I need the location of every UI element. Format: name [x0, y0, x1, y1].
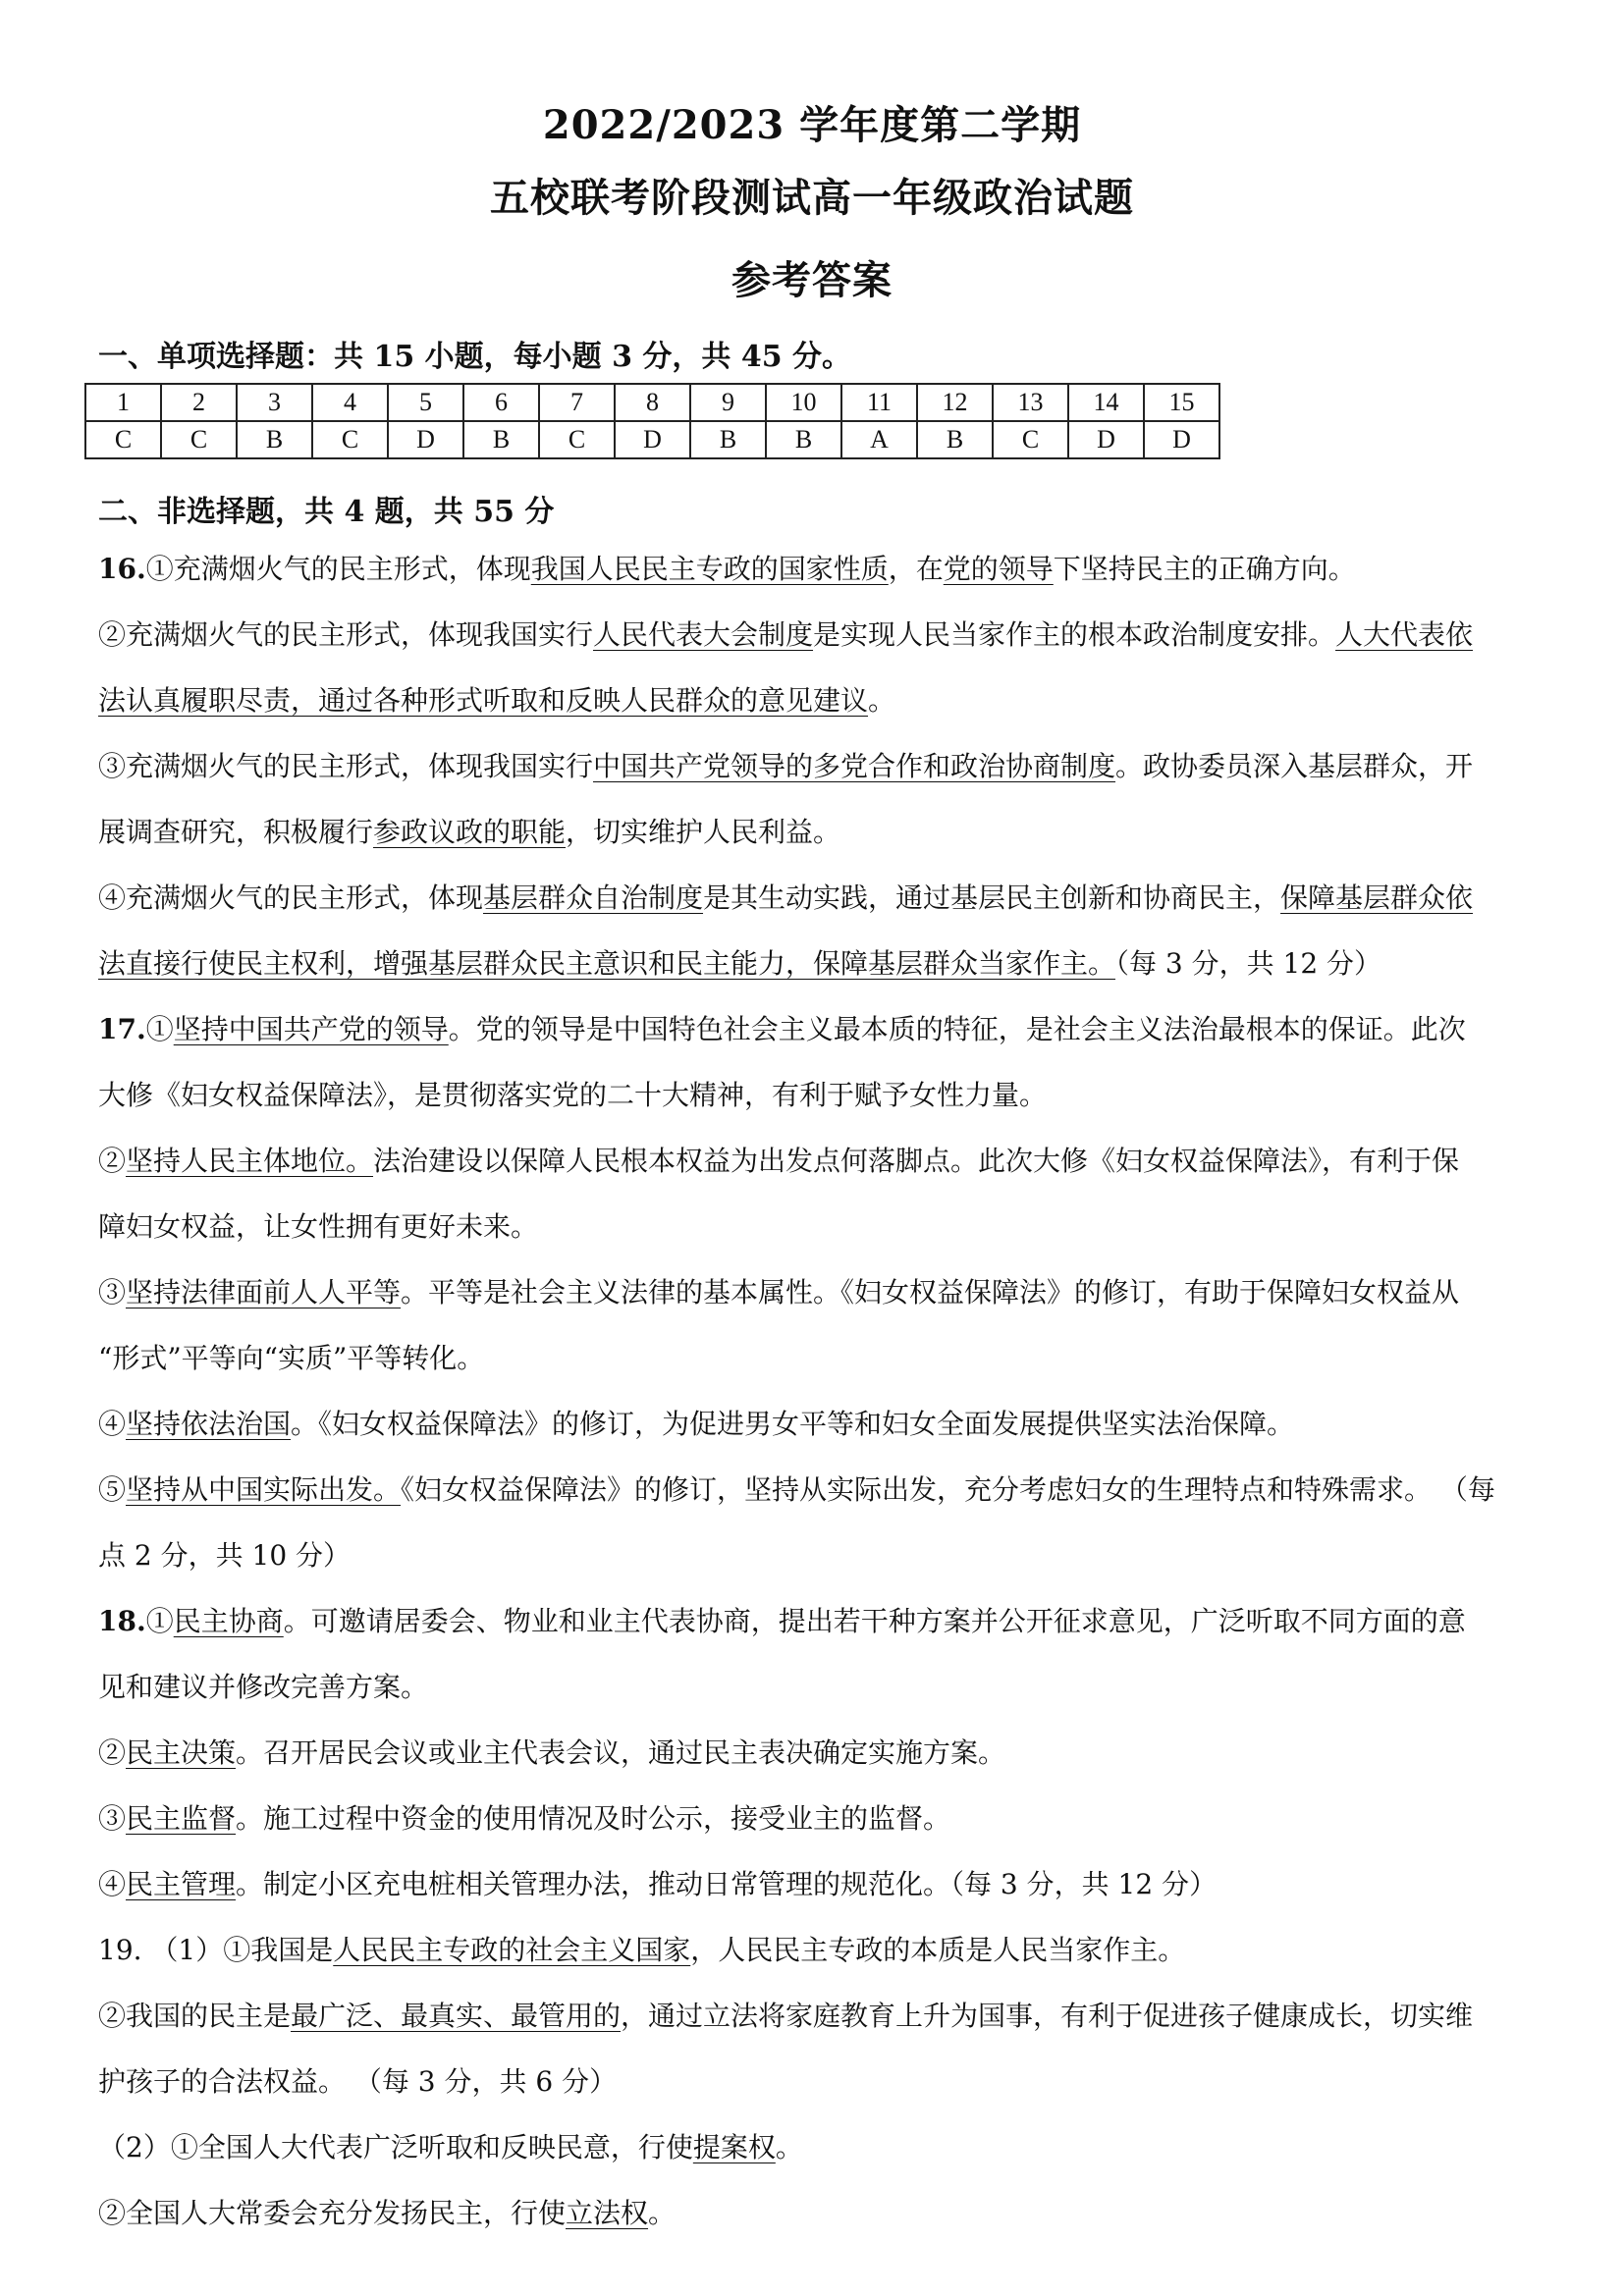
answer-cell: B [237, 421, 312, 458]
key-point-text: 人民民主专政的社会主义国家 [333, 1934, 691, 1966]
answer-line [98, 1668, 1542, 1707]
answer-line [98, 1734, 1542, 1773]
answer-text: ① [145, 1605, 174, 1637]
answer-line [98, 1931, 1542, 1970]
section2-heading: 二、非选择题，共 4 题，共 55 分 [98, 495, 555, 529]
question-number-cell: 9 [690, 384, 766, 421]
question-number: 17. [98, 1013, 146, 1045]
question-number-cell: 3 [237, 384, 312, 421]
answer-text: ②我国的民主是 [98, 2000, 292, 2032]
answer-cell: B [766, 421, 841, 458]
answer-line [98, 944, 1542, 984]
key-point-text: 法认真履职尽责，通过各种形式听取和反映人民群众的意见建议 [98, 684, 869, 717]
answer-line [98, 1997, 1542, 2036]
key-point-text: 民主管理 [126, 1868, 237, 1900]
answer-text: 《妇女权益保障法》的修订，坚持从实际出发，充分考虑妇女的生理特点和特殊需求。 （每 [401, 1473, 1495, 1506]
answer-row [85, 421, 1219, 458]
key-point-text: 法直接行使民主权利，增强基层群众民主意识和民主能力，保障基层群众当家作主。 [98, 947, 1116, 980]
answer-text: 下坚持民主的正确方向。 [1053, 553, 1356, 585]
question-number-cell: 15 [1144, 384, 1219, 421]
answer-text: （2）①全国人大代表广泛听取和反映民意，行使 [98, 2131, 693, 2163]
answer-line [98, 1799, 1542, 1839]
answer-text: 。施工过程中资金的使用情况及时公示，接受业主的监督。 [236, 1802, 951, 1835]
question-number-cell: 10 [766, 384, 841, 421]
answer-text: ③ [98, 1802, 127, 1835]
answer-cell: C [85, 421, 161, 458]
answer-text: 护孩子的合法权益。 （每 3 分，共 6 分） [98, 2065, 618, 2098]
answer-line [98, 1339, 1542, 1378]
answer-line [98, 2194, 1542, 2233]
answer-text: 是其生动实践，通过基层民主创新和协商民主， [703, 881, 1281, 914]
answer-line [98, 550, 1542, 589]
title-answer-key: 参考答案 [731, 257, 893, 303]
answer-line [98, 1405, 1542, 1444]
answer-cell: D [388, 421, 463, 458]
key-point-text: 基层群众自治制度 [483, 881, 704, 914]
answer-text: 大修《妇女权益保障法》，是贯彻落实党的二十大精神，有利于赋予女性力量。 [98, 1079, 1048, 1111]
question-number-row [85, 384, 1219, 421]
key-point-text: 立法权 [566, 2197, 649, 2229]
key-point-text: 保障基层群众依 [1280, 881, 1474, 914]
answer-text: ② [98, 1145, 127, 1177]
question-number-cell: 7 [539, 384, 615, 421]
question-number-cell: 12 [917, 384, 993, 421]
answer-text: ，通过立法将家庭教育上升为国事，有利于促进孩子健康成长，切实维 [621, 2000, 1474, 2032]
question-number-cell: 11 [841, 384, 917, 421]
key-point-text: 坚持中国共产党的领导 [173, 1013, 449, 1045]
answer-text: ，在 [888, 553, 944, 585]
answer-cell: C [161, 421, 237, 458]
answer-line [98, 1010, 1542, 1049]
key-point-text: 人大代表依 [1335, 618, 1474, 651]
answer-text: 。 [648, 2197, 677, 2229]
key-point-text: 民主决策 [126, 1736, 237, 1769]
question-number-cell: 4 [312, 384, 388, 421]
question-number-cell: 6 [463, 384, 539, 421]
answer-text: “形式”平等向“实质”平等转化。 [98, 1342, 485, 1374]
answer-cell: B [463, 421, 539, 458]
answer-text: ① [145, 1013, 174, 1045]
key-point-text: 坚持法律面前人人平等 [126, 1276, 402, 1308]
question-number: 18. [98, 1605, 146, 1637]
answer-line [98, 615, 1542, 655]
answer-cell: D [1068, 421, 1144, 458]
answer-text: 是实现人民当家作主的根本政治制度安排。 [813, 618, 1336, 651]
key-point-text: 中国共产党领导的多党合作和政治协商制度 [593, 750, 1116, 782]
question-number-cell: 1 [85, 384, 161, 421]
answer-text: 。平等是社会主义法律的基本属性。《妇女权益保障法》的修订，有助于保障妇女权益从 [401, 1276, 1460, 1308]
answer-line [98, 1470, 1542, 1510]
answer-cell: D [615, 421, 690, 458]
answer-text: ③充满烟火气的民主形式，体现我国实行 [98, 750, 594, 782]
answer-text: 。政协委员深入基层群众，开 [1115, 750, 1474, 782]
answer-cell: D [1144, 421, 1219, 458]
key-point-text: 坚持依法治国 [126, 1408, 292, 1440]
title-exam: 五校联考阶段测试高一年级政治试题 [490, 175, 1134, 221]
answer-text: ，切实维护人民利益。 [566, 816, 841, 848]
answer-cell: B [690, 421, 766, 458]
answer-line [98, 1273, 1542, 1312]
section1-heading: 一、单项选择题：共 15 小题，每小题 3 分，共 45 分。 [98, 340, 852, 374]
question-number: 16. [98, 553, 146, 585]
answer-text: 。 [775, 2131, 803, 2163]
answer-text: 。制定小区充电桩相关管理办法，推动日常管理的规范化。（每 3 分，共 12 分） [236, 1868, 1218, 1900]
question-number-cell: 5 [388, 384, 463, 421]
answer-line [98, 1602, 1542, 1641]
answer-line [98, 747, 1542, 786]
answer-text: ①充满烟火气的民主形式，体现 [145, 553, 531, 585]
key-point-text: 民主协商 [173, 1605, 284, 1637]
answer-line [98, 1207, 1542, 1247]
answer-cell: C [312, 421, 388, 458]
answer-text: ④ [98, 1408, 127, 1440]
answer-text: 障妇女权益，让女性拥有更好未来。 [98, 1210, 539, 1243]
answer-text: 。《妇女权益保障法》的修订，为促进男女平等和妇女全面发展提供坚实法治保障。 [291, 1408, 1295, 1440]
answer-text: 。召开居民会议或业主代表会议，通过民主表决确定实施方案。 [236, 1736, 1006, 1769]
title-term: 2022/2023 学年度第二学期 [542, 102, 1082, 148]
answer-text: ②充满烟火气的民主形式，体现我国实行 [98, 618, 594, 651]
answer-cell: A [841, 421, 917, 458]
answer-line [98, 879, 1542, 918]
answer-line [98, 1076, 1542, 1115]
answer-line [98, 2128, 1542, 2167]
question-number-cell: 8 [615, 384, 690, 421]
answer-cell: C [539, 421, 615, 458]
question-number-cell: 14 [1068, 384, 1144, 421]
answer-text: ④ [98, 1868, 127, 1900]
answer-text: ，人民民主专政的本质是人民当家作主。 [690, 1934, 1186, 1966]
key-point-text: 坚持从中国实际出发。 [126, 1473, 402, 1506]
key-point-text: 我国人民民主专政的国家性质 [530, 553, 889, 585]
answer-line [98, 1536, 1542, 1575]
answer-text: （每 3 分，共 12 分） [1115, 947, 1382, 980]
key-point-text: 民主监督 [126, 1802, 237, 1835]
answer-text: 19. （1）①我国是 [98, 1934, 334, 1966]
answer-text: 。 [868, 684, 896, 717]
answer-text: ②全国人大常委会充分发扬民主，行使 [98, 2197, 567, 2229]
answer-text: 点 2 分，共 10 分） [98, 1539, 352, 1572]
answer-line [98, 2062, 1542, 2102]
answer-text: ④充满烟火气的民主形式，体现 [98, 881, 484, 914]
answer-text: ③ [98, 1276, 127, 1308]
answer-line [98, 813, 1542, 852]
answer-text: ⑤ [98, 1473, 127, 1506]
answer-table [84, 383, 1220, 459]
answer-cell: C [993, 421, 1068, 458]
answer-line [98, 681, 1542, 721]
key-point-text: 人民代表大会制度 [593, 618, 814, 651]
key-point-text: 最广泛、最真实、最管用的 [291, 2000, 622, 2032]
answer-cell: B [917, 421, 993, 458]
question-number-cell: 2 [161, 384, 237, 421]
answer-text: 。党的领导是中国特色社会主义最本质的特征，是社会主义法治最根本的保证。此次 [448, 1013, 1466, 1045]
key-point-text: 党的领导 [943, 553, 1054, 585]
answer-text: 见和建议并修改完善方案。 [98, 1671, 429, 1703]
question-number-cell: 13 [993, 384, 1068, 421]
answer-text: 法治建设以保障人民根本权益为出发点何落脚点。此次大修《妇女权益保障法》，有利于保 [373, 1145, 1460, 1177]
answer-text: 。可邀请居委会、物业和业主代表协商，提出若干种方案并公开征求意见，广泛听取不同方面的意 [283, 1605, 1466, 1637]
answer-text: ② [98, 1736, 127, 1769]
answer-line [98, 1142, 1542, 1181]
answer-line [98, 1865, 1542, 1904]
key-point-text: 提案权 [692, 2131, 776, 2163]
key-point-text: 坚持人民主体地位。 [126, 1145, 374, 1177]
key-point-text: 参政议政的职能 [373, 816, 567, 848]
answer-text: 展调查研究，积极履行 [98, 816, 374, 848]
